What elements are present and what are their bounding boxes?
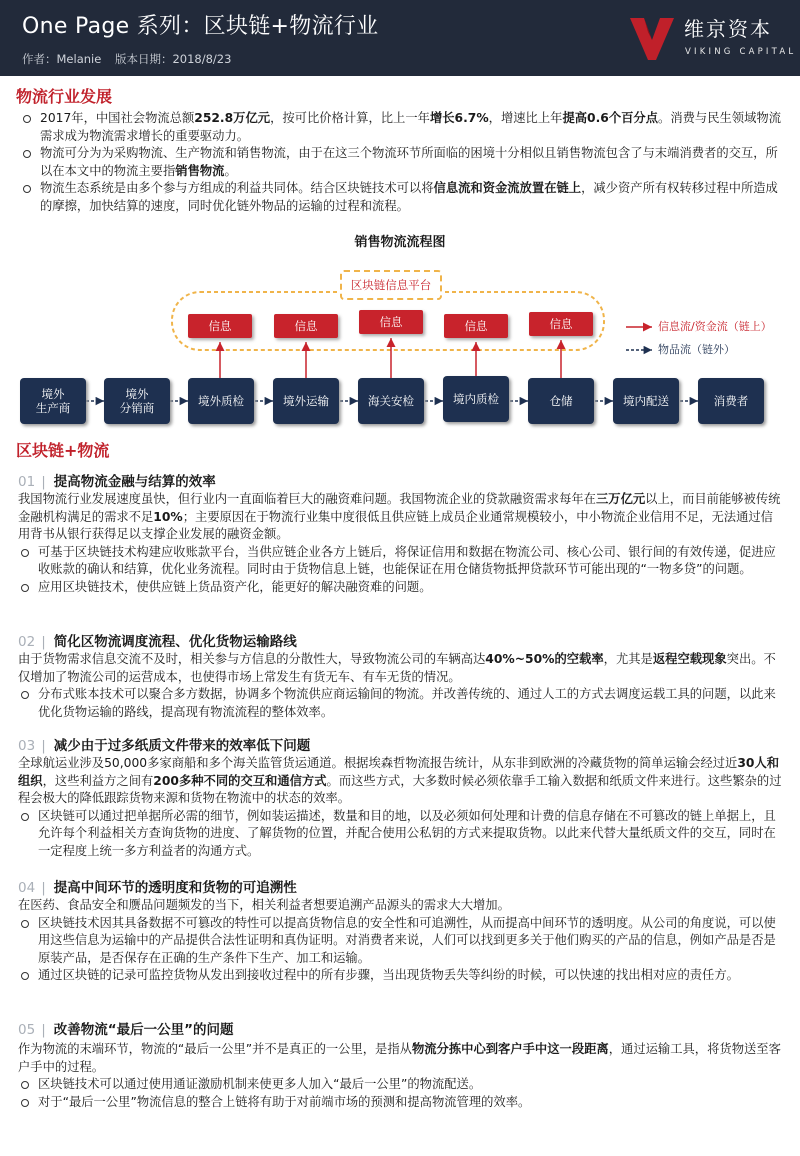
industry-bullet: 物流可分为为采购物流、生产物流和销售物流，由于在这三个物流环节所面临的困境十分相似且销售物流包含了与末端消费者的交互，所以在本文中的物流主要指销售物流。 — [20, 145, 782, 180]
subsection-number: 04 — [18, 880, 36, 896]
info-box: 信息 — [359, 310, 423, 334]
brand-name-cn: 维京资本 — [684, 17, 772, 41]
industry-bullet: 2017年，中国社会物流总额252.8万亿元，按可比价格计算，比上一年增长6.7%，增速比上年提高0.6个百分点。消费与民生领域物流需求成为物流需求增长的重要驱动力。 — [20, 110, 782, 145]
subsection-bullet: 可基于区块链技术构建应收账款平台，当供应链企业各方上链后，将保证信用和数据在物流公司、核心公司、银行间的有效传递，促进应收账款的确认和结算，优化业务流程。同时由于货物信息上链，也能保证在用仓储货物抵押贷款环节可能出现的“一物多贷”的问题。 — [18, 544, 784, 579]
flow-node: 消费者 — [698, 378, 764, 424]
section-title-blockchain: 区块链+物流 — [16, 441, 110, 460]
flow-node: 仓储 — [528, 378, 594, 424]
separator: | — [41, 1022, 46, 1038]
legend-goods-flow: 物品流（链外） — [658, 343, 735, 356]
subsection-bullet: 通过区块链的记录可监控货物从发出到接收过程中的所有步骤，当出现货物丢失等纠纷的时候，可以快速的找出相对应的责任方。 — [18, 967, 784, 985]
subsection-heading — [18, 472, 216, 492]
subsection-intro: 由于货物需求信息交流不及时，相关参与方信息的分散性大，导致物流公司的车辆高达40%~50%的空载率，尤其是返程空载现象突出。不仅增加了物流公司的运营成本，也使得市场上常发生有货无车、有车无货的情况。 — [18, 652, 776, 684]
flow-node: 境外运输 — [273, 378, 339, 424]
flow-node: 境内质检 — [443, 376, 509, 422]
subsection-body — [18, 1041, 784, 1111]
info-box: 信息 — [529, 312, 593, 336]
subsection-intro: 在医药、食品安全和赝品问题频发的当下，相关利益者想要追溯产品源头的需求大大增加。 — [18, 898, 510, 912]
subsection-title: 提高物流金融与结算的效率 — [53, 474, 216, 490]
author: 作者：Melanie — [22, 52, 102, 66]
subsection-bullet: 应用区块链技术，使供应链上货品资产化，能更好的解决融资难的问题。 — [18, 579, 784, 597]
legend-info-flow: 信息流/资金流（链上） — [658, 320, 772, 333]
diagram-title: 销售物流流程图 — [354, 235, 446, 250]
subsection-title: 改善物流“最后一公里”的问题 — [53, 1022, 234, 1038]
subsection-intro: 全球航运业涉及50,000多家商船和多个海关监管货运通道。根据埃森哲物流报告统计，从东非到欧洲的冷藏货物的简单运输会经过近30人和组织，这些利益方之间有200多种不同的交互和通信方式。而这些方式，大多数时候必须依靠手工输入数据和纸质文件来进行。这些繁杂的过程会极大的降低跟踪货物来源和货物在物流中的状态的效率。 — [18, 756, 782, 805]
subsection-title: 提高中间环节的透明度和货物的可追溯性 — [53, 880, 297, 896]
subsection-bullet: 区块链技术可以通过使用通证激励机制来使更多人加入“最后一公里”的物流配送。 — [18, 1076, 784, 1094]
subsection-bullet: 区块链可以通过把单据所必需的细节，例如装运描述，数量和目的地，以及必须如何处理和计费的信息存储在不可篡改的链上单据上，且允许每个利益相关方查询货物的进度、了解货物的位置，并配合使用公私钥的方式来提取货物。以此来代替大量纸质文件的交互，同时在一定程度上统一多方利益者的沟通方式。 — [18, 808, 784, 861]
subsection-title: 简化区物流调度流程、优化货物运输路线 — [53, 634, 297, 650]
info-box: 信息 — [188, 314, 252, 338]
subsection-body — [18, 755, 784, 860]
industry-bullet: 物流生态系统是由多个参与方组成的利益共同体。结合区块链技术可以将信息流和资金流放置在链上，减少资产所有权转移过程中所造成的摩擦，加快结算的速度，同时优化链外物品的运输的过程和流程。 — [20, 180, 782, 215]
brand-name-en: VIKING CAPITAL — [685, 47, 797, 57]
subsection-title: 减少由于过多纸质文件带来的效率低下问题 — [53, 738, 311, 754]
section-title-industry: 物流行业发展 — [16, 87, 113, 106]
subsection-body — [18, 491, 784, 596]
flow-node: 海关安检 — [358, 378, 424, 424]
subsection-body — [18, 897, 784, 985]
subsection-intro: 作为物流的末端环节，物流的“最后一公里”并不是真正的一公里，是指从物流分拣中心到客户手中这一段距离，通过运输工具，将货物送至客户手中的过程。 — [18, 1042, 781, 1074]
version-date: 版本日期：2018/8/23 — [114, 52, 232, 66]
separator: | — [41, 474, 46, 490]
subsection-heading — [18, 1020, 234, 1040]
subsection-bullet: 分布式账本技术可以聚合多方数据，协调多个物流供应商运输间的物流。并改善传统的、通过人工的方式去调度运载工具的问题，以此来优化货物运输的路线，提高现有物流流程的整体效率。 — [18, 686, 784, 721]
subsection-number: 05 — [18, 1022, 36, 1038]
info-box: 信息 — [444, 314, 508, 338]
blockchain-platform-box: 区块链信息平台 — [340, 270, 442, 300]
subsection-bullet: 区块链技术因其具备数据不可篡改的特性可以提高货物信息的安全性和可追溯性，从而提高中间环节的透明度。从公司的角度说，可以使用这些信息为运输中的产品提供合法性证明和真伪证明。对消费者来说，人们可以找到更多关于他们购买的产品的信息，例如产品是否是原装产品，是否保存在正确的生产条件下生产、加工和运输。 — [18, 915, 784, 968]
subsection-body — [18, 651, 784, 721]
subsection-intro: 我国物流行业发展速度虽快，但行业内一直面临着巨大的融资难问题。我国物流企业的贷款融资需求每年在三万亿元以上，而目前能够被传统金融机构满足的需求不足10%；主要原因在于物流行业集中度很低且供应链上成员企业通常规模较小，中小物流企业信用不足，无法通过信用背书从银行获得足以支撑企业发展的融资金额。 — [18, 492, 781, 541]
subsection-heading — [18, 632, 297, 652]
viking-capital-logo — [630, 18, 674, 60]
industry-bullets — [20, 110, 782, 215]
subsection-bullet: 对于“最后一公里”物流信息的整合上链将有助于对前端市场的预测和提高物流管理的效率。 — [18, 1094, 784, 1112]
subsection-number: 03 — [18, 738, 36, 754]
info-box: 信息 — [274, 314, 338, 338]
separator: | — [41, 634, 46, 650]
flow-node: 境外 生产商 — [20, 378, 86, 424]
flow-node: 境内配送 — [613, 378, 679, 424]
flow-node: 境外质检 — [188, 378, 254, 424]
page-title: One Page 系列：区块链+物流行业 — [22, 14, 379, 39]
flow-node: 境外 分销商 — [104, 378, 170, 424]
subsection-number: 02 — [18, 634, 36, 650]
separator: | — [41, 880, 46, 896]
header-banner — [0, 0, 800, 76]
sales-logistics-diagram — [0, 230, 800, 430]
author-date-line — [22, 51, 241, 67]
subsection-heading — [18, 736, 310, 756]
subsection-heading — [18, 878, 297, 898]
separator: | — [41, 738, 46, 754]
subsection-number: 01 — [18, 474, 36, 490]
